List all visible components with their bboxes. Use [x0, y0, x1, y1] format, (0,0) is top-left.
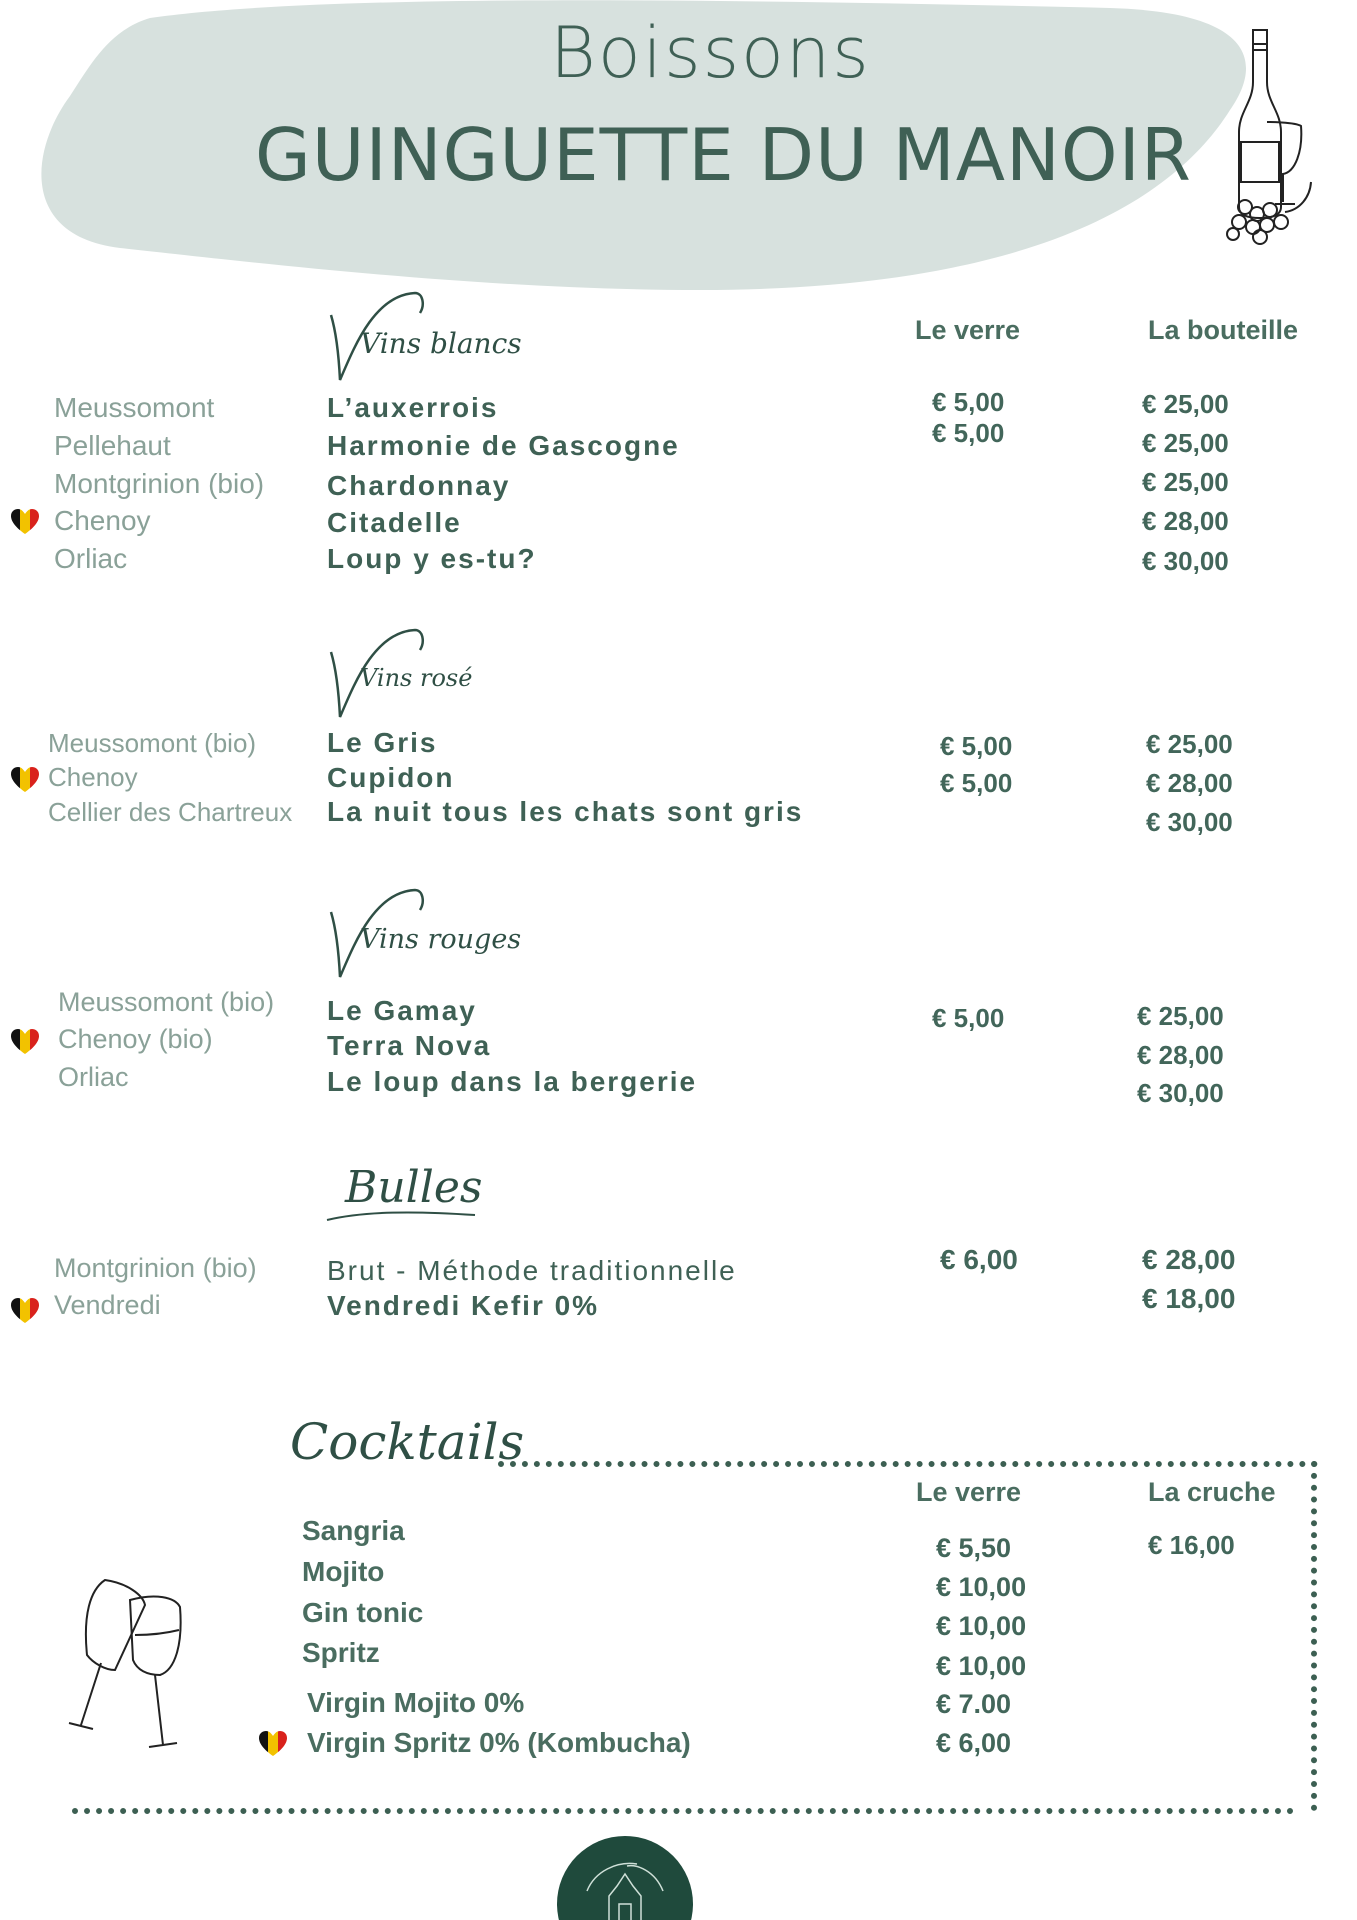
price-bottle: € 18,00 — [1142, 1283, 1236, 1314]
column-header-bottle: La bouteille — [1148, 315, 1299, 345]
manoir-logo — [557, 1836, 693, 1920]
producer-name: Pellehaut — [54, 430, 171, 461]
wine-name: La nuit tous les chats sont gris — [327, 796, 804, 827]
wine-bottle-icon — [1215, 22, 1325, 247]
wine-name: Harmonie de Gascogne — [327, 430, 680, 461]
price-glass: € 5,00 — [940, 768, 1013, 798]
cocktail-name: Spritz — [302, 1637, 380, 1668]
cocktail-name: Sangria — [302, 1515, 405, 1546]
price-glass: € 5,50 — [936, 1533, 1012, 1563]
section-title-cocktails: Cocktails — [290, 1413, 525, 1471]
wine-name: Le Gris — [327, 727, 438, 758]
wine-name: Citadelle — [327, 507, 462, 538]
page-subtitle: GUINGUETTE DU MANOIR — [255, 113, 1192, 197]
cocktail-frame-right — [1311, 1461, 1317, 1811]
price-bottle: € 28,00 — [1142, 506, 1229, 536]
price-glass: € 5,00 — [932, 387, 1005, 417]
price-glass: € 7.00 — [936, 1689, 1012, 1719]
price-glass: € 6,00 — [936, 1728, 1012, 1758]
wine-name: L’auxerrois — [327, 392, 499, 423]
price-bottle: € 28,00 — [1137, 1040, 1224, 1070]
producer-name: Chenoy — [48, 762, 138, 792]
price-bottle: € 30,00 — [1142, 546, 1229, 576]
page-title: Boissons — [550, 12, 871, 94]
price-bottle: € 25,00 — [1146, 729, 1233, 759]
price-glass: € 5,00 — [940, 731, 1013, 761]
column-header-glass: Le verre — [915, 315, 1021, 345]
cocktail-frame-top — [498, 1461, 1318, 1467]
price-glass: € 10,00 — [936, 1611, 1027, 1641]
price-bottle: € 28,00 — [1142, 1244, 1236, 1275]
belgium-heart-icon — [10, 1028, 40, 1056]
price-bottle: € 25,00 — [1137, 1001, 1224, 1031]
wine-name: Le loup dans la bergerie — [327, 1066, 698, 1097]
producer-name: Vendredi — [54, 1290, 161, 1320]
producer-name: Meussomont (bio) — [48, 728, 257, 758]
producer-name: Montgrinion (bio) — [54, 1253, 257, 1283]
column-header-glass: Le verre — [916, 1477, 1022, 1507]
price-bottle: € 25,00 — [1142, 389, 1229, 419]
section-title-bulles: Bulles — [325, 1150, 525, 1230]
column-header-pitcher: La cruche — [1148, 1477, 1276, 1507]
script-underline — [325, 1205, 485, 1225]
producer-name: Meussomont — [54, 392, 215, 423]
cocktail-name: Mojito — [302, 1556, 385, 1587]
price-glass: € 10,00 — [936, 1651, 1027, 1681]
wine-name: Vendredi Kefir 0% — [327, 1290, 600, 1321]
producer-name: Orliac — [54, 543, 128, 574]
producer-name: Cellier des Chartreux — [48, 797, 293, 827]
producer-name: Orliac — [58, 1062, 129, 1092]
producer-name: Montgrinion (bio) — [54, 468, 265, 499]
price-glass: € 5,00 — [932, 418, 1005, 448]
belgium-heart-icon — [258, 1730, 288, 1758]
producer-name: Chenoy (bio) — [58, 1024, 213, 1054]
section-title-vins-blancs: Vins blancs — [325, 285, 525, 385]
wine-name: Le Gamay — [327, 995, 477, 1026]
price-glass: € 5,00 — [932, 1003, 1005, 1033]
wine-name: Chardonnay — [327, 470, 511, 501]
belgium-heart-icon — [10, 508, 40, 536]
price-glass: € 6,00 — [940, 1244, 1018, 1275]
belgium-heart-icon — [10, 766, 40, 794]
price-bottle: € 30,00 — [1146, 807, 1233, 837]
price-bottle: € 25,00 — [1142, 428, 1229, 458]
price-bottle: € 28,00 — [1146, 768, 1233, 798]
wine-name: Terra Nova — [327, 1030, 492, 1061]
cocktail-name: Virgin Spritz 0% (Kombucha) — [307, 1727, 691, 1758]
wine-name: Cupidon — [327, 762, 455, 793]
price-bottle: € 25,00 — [1142, 467, 1229, 497]
price-bottle: € 30,00 — [1137, 1078, 1224, 1108]
wine-name: Loup y es-tu? — [327, 543, 537, 574]
price-pitcher: € 16,00 — [1148, 1530, 1235, 1560]
belgium-heart-icon — [10, 1297, 40, 1325]
cocktail-name: Virgin Mojito 0% — [307, 1687, 525, 1718]
cocktail-frame-bottom — [72, 1808, 1294, 1814]
champagne-glasses-icon — [55, 1575, 185, 1770]
producer-name: Meussomont (bio) — [58, 987, 275, 1017]
price-glass: € 10,00 — [936, 1572, 1027, 1602]
section-title-vins-rose: Vins rosé — [325, 622, 525, 722]
wine-name: Brut - Méthode traditionnelle — [327, 1255, 737, 1286]
section-title-vins-rouges: Vins rouges — [325, 882, 545, 982]
cocktail-name: Gin tonic — [302, 1597, 424, 1628]
producer-name: Chenoy — [54, 505, 151, 536]
